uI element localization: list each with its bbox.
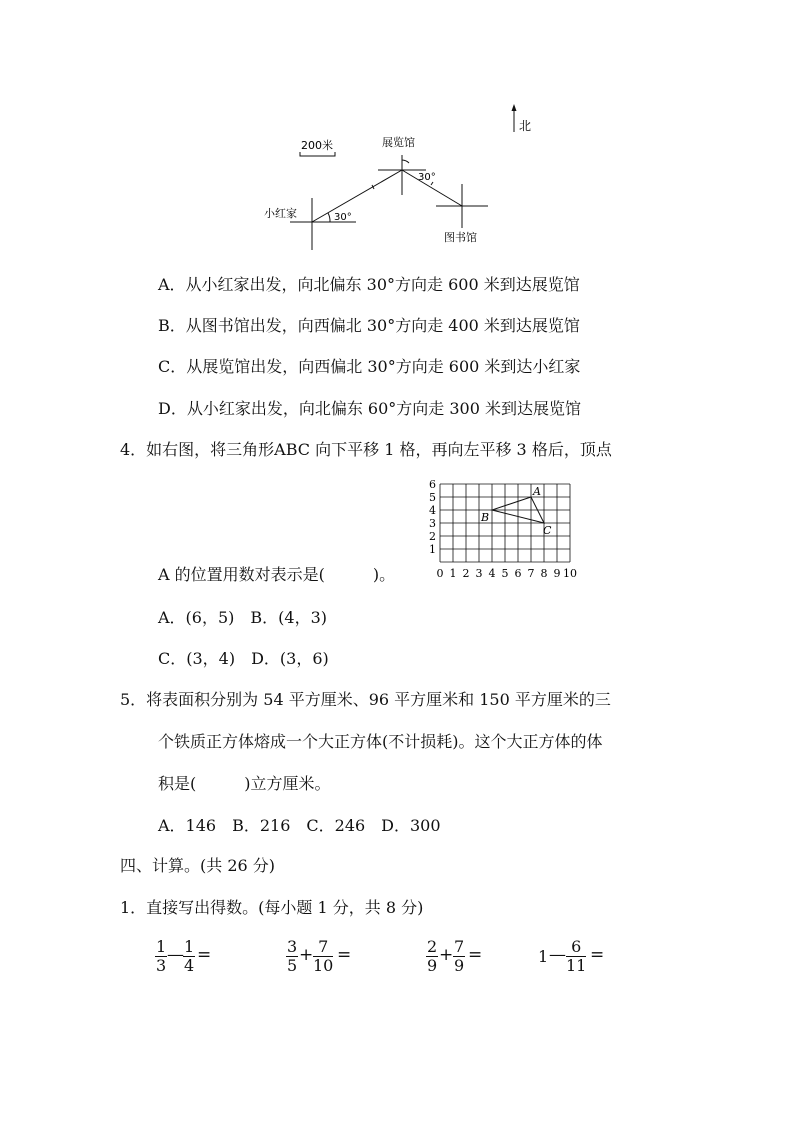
home-label: 小红家 — [264, 207, 297, 220]
x-tick-label: 3 — [475, 567, 483, 580]
scale-bar — [300, 152, 335, 156]
numerator: 1 — [156, 937, 167, 956]
fraction — [183, 938, 195, 975]
q5-question-line2: 个铁质正方体熔成一个大正方体(不计损耗)。这个大正方体的体 — [158, 732, 603, 751]
numerator: 1 — [184, 937, 195, 956]
x-tick-label: 1 — [449, 567, 457, 580]
q4-question-line1: 4．如右图，将三角形ABC 向下平移 1 格，再向左平移 3 格后，顶点 — [120, 440, 612, 459]
operator: — — [549, 945, 566, 965]
fraction — [453, 938, 465, 975]
coordinate-grid — [425, 478, 585, 588]
fraction — [313, 938, 333, 975]
fraction — [155, 938, 167, 975]
x-tick-label: 10 — [563, 567, 577, 580]
operator: + — [299, 945, 314, 965]
denominator: 9 — [427, 956, 438, 975]
equals-sign: = — [590, 945, 605, 965]
equals-sign: = — [197, 945, 212, 965]
section4-q1: 1．直接写出得数。(每小题 1 分，共 8 分) — [120, 898, 424, 917]
direction-map-diagram — [256, 100, 536, 260]
fraction — [426, 938, 438, 975]
numerator: 7 — [313, 938, 333, 957]
equals-sign: = — [337, 945, 352, 965]
point-label-c: C — [543, 524, 552, 537]
q4-question-line2: A 的位置用数对表示是( )。 — [158, 565, 396, 584]
exhibition-label: 展览馆 — [382, 136, 415, 149]
x-tick-label: 6 — [514, 567, 522, 580]
angle-label-top: 30° — [418, 172, 436, 183]
operator: — — [167, 945, 184, 965]
x-tick-label: 8 — [540, 567, 548, 580]
north-label: 北 — [519, 119, 532, 133]
numerator: 7 — [454, 937, 465, 956]
y-tick-label: 3 — [429, 517, 436, 530]
point-label-b: B — [481, 511, 490, 524]
section4-title: 四、计算。(共 26 分) — [120, 856, 276, 875]
point-label-a: A — [533, 485, 541, 498]
fraction — [286, 938, 298, 975]
map-svg — [256, 100, 536, 260]
numerator: 6 — [566, 938, 586, 957]
x-tick-label: 2 — [462, 567, 470, 580]
y-tick-label: 2 — [429, 530, 436, 543]
angle-label-home: 30° — [334, 212, 352, 223]
q3-option-d: D．从小红家出发，向北偏东 60°方向走 300 米到达展览馆 — [158, 399, 581, 418]
angle-arc-home — [328, 213, 330, 222]
q3-option-c: C．从展览馆出发，向西偏北 30°方向走 600 米到达小红家 — [158, 357, 581, 376]
q3-option-a: A．从小红家出发，向北偏东 30°方向走 600 米到达展览馆 — [158, 275, 580, 294]
fraction — [566, 938, 586, 975]
y-tick-label: 5 — [429, 491, 436, 504]
grid-svg — [425, 478, 585, 588]
denominator: 11 — [566, 956, 587, 975]
x-tick-label: 5 — [501, 567, 509, 580]
denominator: 10 — [313, 956, 334, 975]
denominator: 4 — [184, 956, 195, 975]
q3-option-b: B．从图书馆出发，向西偏北 30°方向走 400 米到达展览馆 — [158, 316, 580, 335]
y-tick-label: 6 — [429, 478, 436, 491]
q5-question-line1: 5．将表面积分别为 54 平方厘米、96 平方厘米和 150 平方厘米的三 — [120, 690, 611, 709]
q4-options-ab: A．(6，5) B．(4，3) — [158, 608, 328, 627]
numerator: 2 — [427, 937, 438, 956]
denominator: 5 — [287, 956, 298, 975]
x-tick-label: 9 — [553, 567, 561, 580]
north-arrow-icon — [512, 104, 517, 111]
x-tick-label: 0 — [436, 567, 444, 580]
y-tick-label: 1 — [429, 543, 436, 556]
q5-options: A．146 B．216 C．246 D．300 — [158, 816, 441, 835]
equals-sign: = — [468, 945, 483, 965]
y-tick-label: 4 — [429, 504, 436, 517]
numerator: 3 — [287, 937, 298, 956]
x-tick-label: 4 — [488, 567, 496, 580]
angle-arc-top — [402, 160, 409, 163]
denominator: 9 — [454, 956, 465, 975]
library-label: 图书馆 — [444, 231, 477, 244]
x-tick-label: 7 — [527, 567, 535, 580]
scale-label: 200米 — [301, 139, 333, 152]
whole-number: 1 — [538, 947, 549, 966]
q5-question-line3: 积是( )立方厘米。 — [158, 774, 331, 793]
operator: + — [439, 945, 454, 965]
q4-options-cd: C．(3，4) D．(3，6) — [158, 649, 329, 668]
route-home-exhibition — [312, 170, 402, 222]
denominator: 3 — [156, 956, 167, 975]
